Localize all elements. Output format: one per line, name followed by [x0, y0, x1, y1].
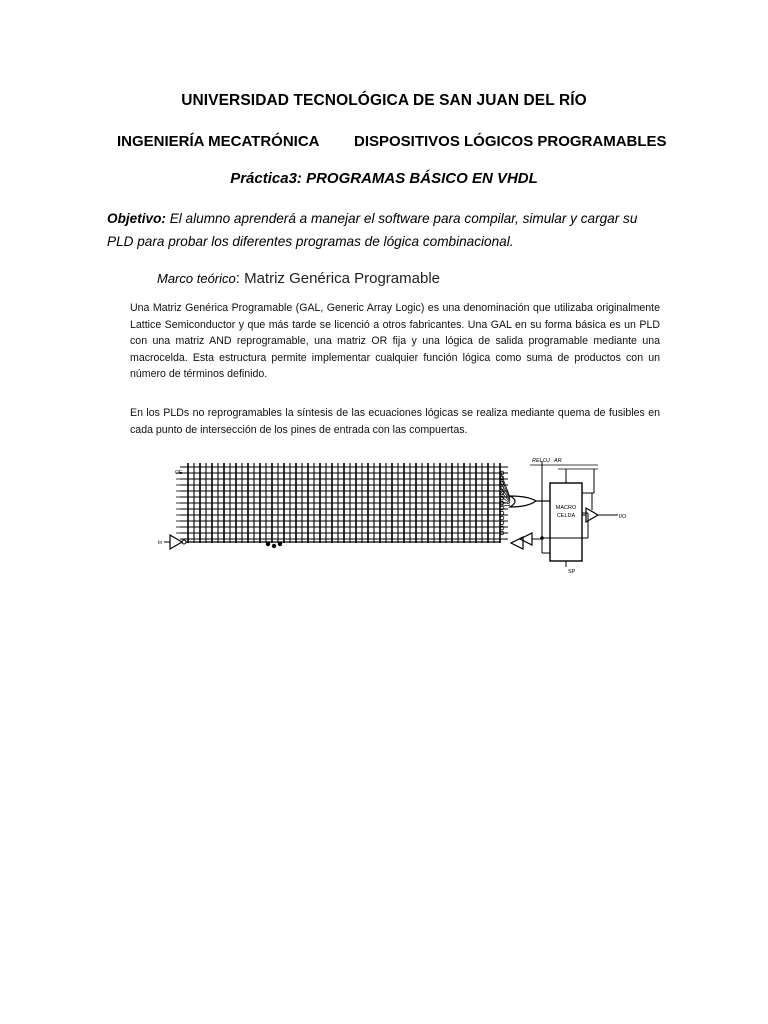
course-heading: DISPOSITIVOS LÓGICOS PROGRAMABLES — [354, 133, 667, 150]
objective-paragraph — [107, 207, 667, 253]
macro-cell-label-2: CELDA — [556, 513, 576, 519]
or-gate — [510, 496, 550, 507]
objective-text: El alumno aprenderá a manejar el software para compilar, simular y cargar su PLD para probar los diferentes programas de lógica combinacional. — [107, 211, 638, 249]
io-label: I/O — [619, 514, 627, 520]
ar-label: AR — [554, 458, 562, 464]
theory-label: Marco teórico — [157, 271, 236, 286]
clock-label: RELOJ — [532, 458, 550, 464]
practice-title: Práctica3: PROGRAMAS BÁSICO EN VHDL — [230, 170, 538, 187]
objective-label: Objetivo: — [107, 211, 166, 226]
career-heading: INGENIERÍA MECATRÓNICA — [117, 133, 320, 150]
university-title: UNIVERSIDAD TECNOLÓGICA DE SAN JUAN DEL RÍO — [181, 92, 587, 109]
and-matrix-grid — [176, 463, 510, 543]
sp-label: SP — [568, 569, 576, 575]
input-label: In — [158, 540, 163, 546]
oe-label: OE — [175, 470, 183, 476]
fuse-synthesis-paragraph: En los PLDs no reprogramables la síntesis de las ecuaciones lógicas se realiza mediante quema de fusibles en cada punto de intersección de los pines de entrada con las compuertas. — [130, 407, 660, 436]
output-buffer — [582, 493, 627, 522]
theory-subtitle: : Matriz Genérica Programable — [235, 270, 440, 287]
gal-logic-diagram — [158, 453, 630, 575]
macro-cell-label-1: MACRO — [555, 505, 577, 511]
gal-logic-diagram-svg — [158, 453, 630, 575]
feedback-buffer — [511, 533, 542, 549]
gal-description-paragraph: Una Matriz Genérica Programable (GAL, Generic Array Logic) es una denominación que utilizaba originalmente Lattice Semiconductor y que más tarde se licenció a otros fabricantes. Una GAL en su forma básica es un PLD con una matriz AND reprogramable, una matriz OR fija y una lógica de salida programable mediante una macrocelda. Esta estructura permite implementar cualquier función lógica como suma de productos con un número de términos definido. — [130, 302, 660, 381]
theory-heading — [157, 270, 440, 287]
